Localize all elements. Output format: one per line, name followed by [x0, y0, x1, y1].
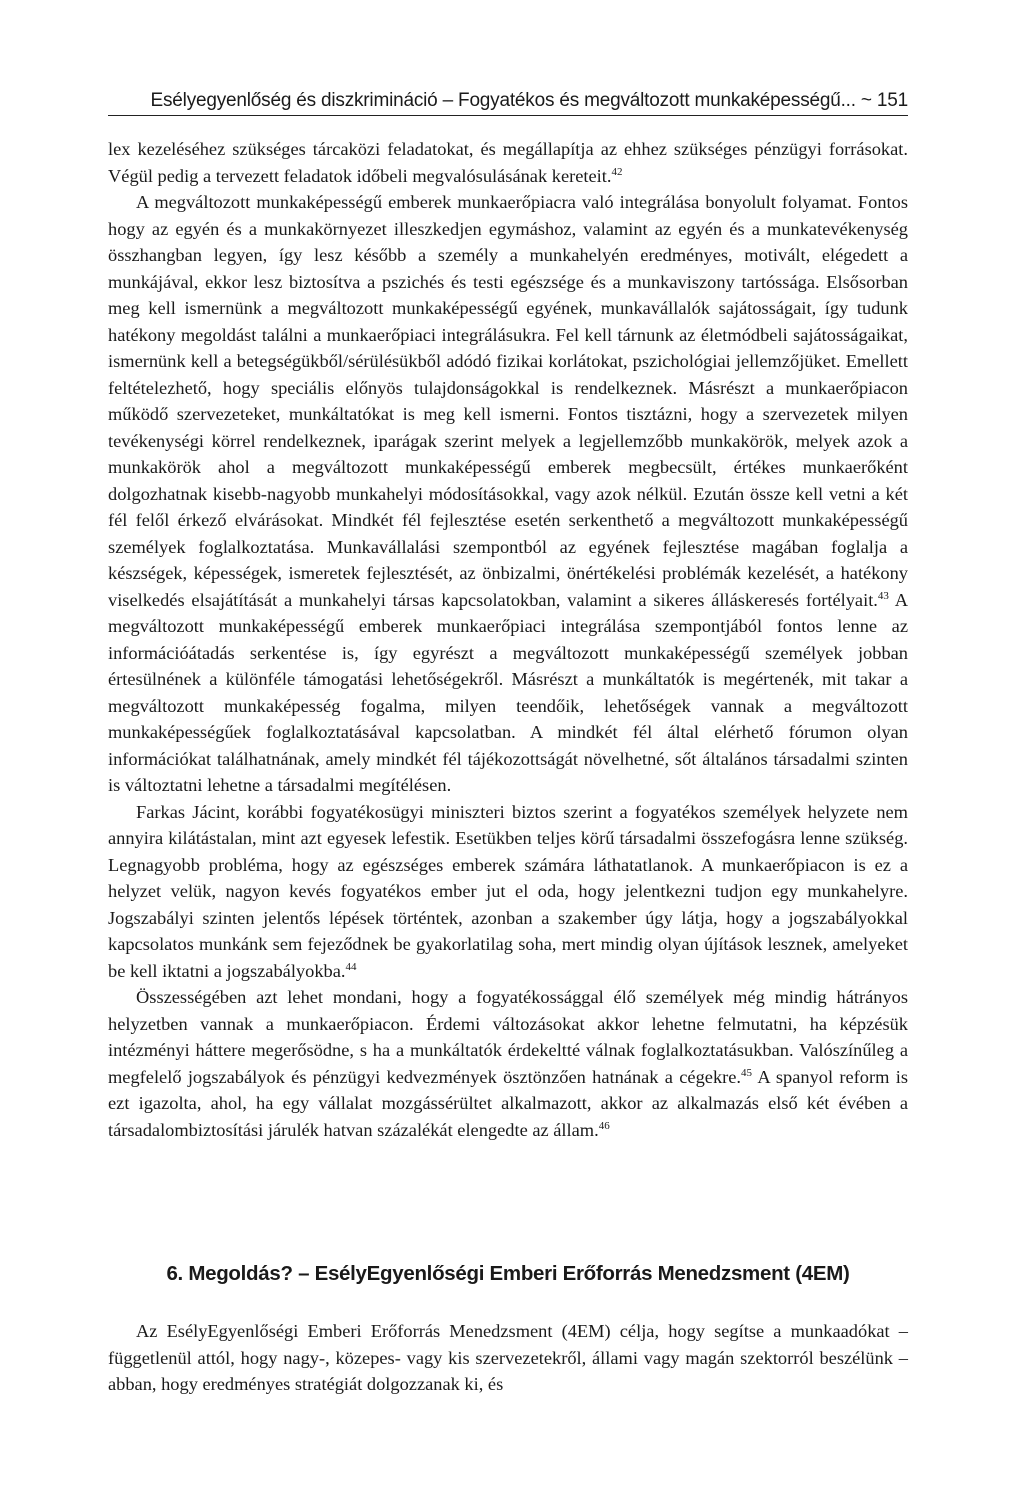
paragraph-text: A megváltozott munkaképességű emberek munkaerőpiacra való integrálása bonyolult folyamat. Fontos hogy az egyén és a munkakörnyezet illeszkedjen egymáshoz, valamint az egyén és a munkatevékenység összhangban legyen, így lesz később a személy a munkahelyén eredményes, motivált, elégedett a munkájával, ekkor lesz biztosítva a pszichés és testi egészsége és a munkaviszony tartóssága. Elsősorban meg kell ismernünk a megváltozott munkaképességű egyének, munkavállalók sajátosságait, így tudunk hatékony megoldást találni a munkaerőpiaci integrálásukra. Fel kell tárnunk az életmódbeli sajátosságaikat, ismernünk kell a betegségükből/sérülésükből adódó fizikai korlátokat, pszichológiai jellemzőjüket. Emellett feltételezhető, hogy speciális előnyös tulajdonságokkal is rendelkeznek. Másrészt a munkaerőpiacon működő szervezeteket, munkáltatókat is meg kell ismerni. Fontos tisztázni, hogy a szervezetek milyen tevékenységi körrel rendelkeznek, iparágak szerint melyek a legjellemzőbb munkakörök, melyek azok a munkakörök ahol a megváltozott munkaképességű emberek megbecsült, értékes munkaerőként dolgozhatnak kisebb-nagyobb munkahelyi módosításokkal, vagy azok nélkül. Ezután össze kell vetni a két fél felől érkező elvárásokat. Mindkét fél fejlesztése esetén serkenthető a megváltozott munkaképességű személyek foglalkoztatása. Munkavállalási szempontból az egyének fejlesztése magában foglalja a készségek, képességek, ismeretek fejlesztését, az önbizalmi, önértékelési problémák kezelését, a hatékony viselkedés elsajátítását a munkahelyi társas kapcsolatokban, valamint a sikeres álláskeresés fortélyait.: [108, 192, 908, 610]
paragraph-text: A megváltozott munkaképességű emberek munkaerőpiaci integrálása szempontjából fontos lenne az információátadás serkentése is, így egyrészt a megváltozott munkaképességű személyek jobban értesülnének a különféle támogatási lehetőségekről. Másrészt a munkáltatók is megértenék, mit takar a megváltozott munkaképesség fogalma, milyen teendőik, lehetőségek vannak a megváltozott munkaképességűek foglalkoztatásával kapcsolatban. A mindkét fél által elérhető fórumon olyan információkat találhatnának, amely mindkét fél tájékozottságát növelhetné, sőt általános társadalmi szinten is változtatni lehetne a társadalmi megítélésen.: [108, 589, 908, 795]
paragraph-text: A spanyol reform is ezt igazolta, ahol, ha egy vállalat mozgássérültet alkalmazott, akkor az alkalmazás első két évében a társadalombiztosítási járulék hatvan százalékát elengedte az állam.: [108, 1066, 908, 1140]
paragraph-text: Összességében azt lehet mondani, hogy a fogyatékossággal élő személyek még mindig hátrányos helyzetben vannak a munkaerőpiacon. Érdemi változásokat akkor lehetne felmutatni, ha képzésük intézményi háttere megerősödne, s ha a munkáltatók érdekeltté válnak foglalkoztatásukban. Valószínűleg a megfelelő jogszabályok és pénzügyi kedvezmények ösztönzően hatnának a cégekre.: [108, 987, 908, 1087]
paragraph-text: Farkas Jácint, korábbi fogyatékosügyi miniszteri biztos szerint a fogyatékos személyek helyzete nem annyira kilátástalan, mint azt egyesek lefestik. Esetükben teljes körű társadalmi összefogásra lenne szükség. Legnagyobb probléma, hogy az egészséges emberek számára láthatatlanok. A munkaerőpiacon is ez a helyzet velük, nagyon kevés fogyatékos ember jut el oda, hogy jelentkezni tudjon egy munkahelyre. Jogszabályi szinten jelentős lépések történtek, azonban a szakember úgy látja, hogy a jogszabályokkal kapcsolatos munkánk sem fejeződnek be gyakorlatilag soha, mert mindig olyan újítások lesznek, amelyeket be kell iktatni a jogszabályokba.: [108, 801, 908, 981]
footnote-ref-46: 46: [598, 1119, 610, 1132]
paragraph-1: [108, 136, 908, 189]
footnote-ref-45: 45: [741, 1066, 753, 1079]
paragraph-3: [108, 799, 908, 985]
running-title: Esélyegyenlőség és diszkrimináció – Fogyatékos és megváltozott munkaképességű... ~ 151: [150, 90, 908, 111]
section-heading: 6. Megoldás? – EsélyEgyenlőségi Emberi Erőforrás Menedzsment (4EM): [166, 1262, 850, 1285]
paragraph-text: lex kezeléséhez szükséges tárcaközi feladatokat, és megállapítja az ehhez szükséges pénzügyi forrásokat. Végül pedig a tervezett feladatok időbeli megvalósulásának kereteit.: [108, 139, 908, 186]
footnote-ref-42: 42: [611, 165, 623, 178]
paragraph-2: [108, 189, 908, 799]
footnote-ref-43: 43: [877, 589, 889, 602]
section-paragraph: Az EsélyEgyenlőségi Emberi Erőforrás Menedzsment (4EM) célja, hogy segítse a munkaadókat – függetlenül attól, hogy nagy-, közepes- vagy kis szervezetekről, állami vagy magán szektorról beszélünk – abban, hogy eredményes stratégiát dolgozzanak ki, és: [108, 1321, 908, 1394]
footnote-ref-44: 44: [345, 960, 357, 973]
running-header: [108, 90, 908, 116]
paragraph-4: [108, 984, 908, 1143]
body-text: [108, 136, 908, 1143]
section-text: [108, 1318, 908, 1398]
